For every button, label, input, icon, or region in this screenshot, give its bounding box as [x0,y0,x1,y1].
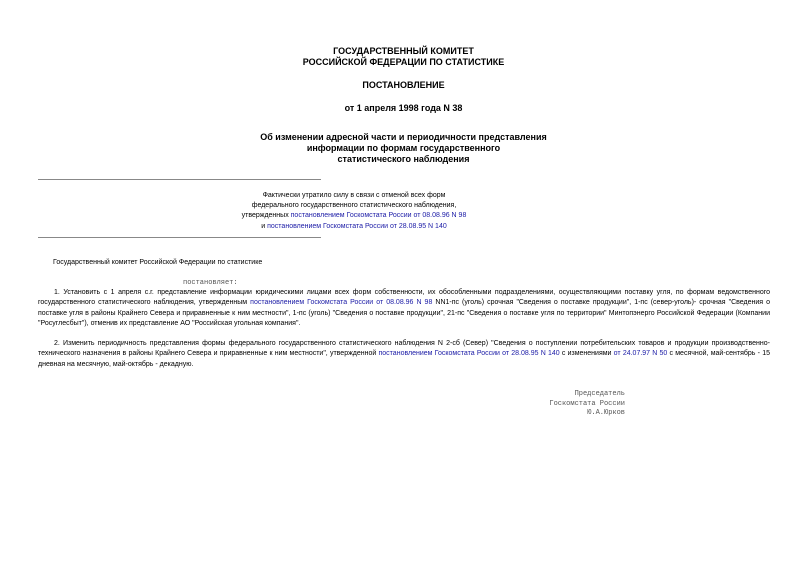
document-title-line2: информации по формам государственного [306,143,501,153]
paragraph-2 [38,339,770,370]
document-type: ПОСТАНОВЛЕНИЕ [362,80,445,90]
status-note-line3 [100,211,608,221]
signature-title: Председатель [574,390,625,398]
signature-org: Госкомстата России [549,399,625,408]
org-name-line2: РОССИЙСКОЙ ФЕДЕРАЦИИ ПО СТАТИСТИКЕ [302,57,505,67]
paragraph-1 [38,288,770,329]
paragraph-1-text-a: 1. Установить с 1 апреля с.г. представление информации юридическими лицами всех форм собственности, их обособленными подразделениями, осуществляющими поставку угля, по формам ведомственного государственного статистического наблюдения, утвержденным [38,289,770,307]
paragraph-2-text-a: 2. Изменить периодичность представления формы федерального государственного статистического наблюдения N 2-сб (Север) "Сведения о поступлении потребительских товаров и продукции производственно-технического назначения в районы Крайнего Севера и приравненные к ним местности", утвержденной [38,340,770,358]
status-note-line3-prefix: утвержденных [241,212,291,220]
paragraph-2-text-b: с изменениями [559,350,614,358]
paragraph-2-text-c: с месячной, май-сентябрь - 15 дневная на месячную, май-октябрь - декадную. [38,350,770,368]
status-note-line2: федерального государственного статистического наблюдения, [251,202,457,210]
status-note-line4 [100,222,608,232]
org-name-line1: ГОСУДАРСТВЕННЫЙ КОМИТЕТ [333,46,474,56]
link-p2-amendment-50[interactable]: от 24.07.97 N 50 [613,350,668,358]
paragraph-1-text-b: NN1-пс (уголь) срочная "Сведения о поставке продукции", 1-пс (север-уголь)- срочная "Сведения о поставке угля в районы Крайнего Севера и приравненные к ним местности", 1-пс (уголь) "Сведения о поставке продукции", 21-пс "Сведения о поставке угля по территории" Минтопэнерго Российской Федерации (Компании "Росуглесбыт"), отменив их представление АО "Российская угольная компания". [38,299,771,327]
decree-word: постановляет: [183,279,238,287]
divider-bottom [38,237,321,238]
status-note [100,191,608,232]
status-note-line4-prefix: и [261,222,268,230]
signature-block [520,390,625,419]
signature-name: Ю.А.Юрков [587,409,625,417]
link-decree-98[interactable]: постановлением Госкомстата России от 08.08.96 N 98 [290,212,467,220]
issuer-line: Государственный комитет Российской Федерации по статистике [53,259,263,266]
divider-top [38,179,321,180]
document-title-line3: статистического наблюдения [337,154,470,164]
link-p2-decree-140[interactable]: постановлением Госкомстата России от 28.08.95 N 140 [378,350,560,358]
link-p1-decree-98[interactable]: постановлением Госкомстата России от 08.08.96 N 98 [250,299,433,307]
link-decree-140[interactable]: постановлением Госкомстата России от 28.08.95 N 140 [267,222,447,230]
document-title-line1: Об изменении адресной части и периодичности представления [260,132,547,142]
document-date-number: от 1 апреля 1998 года N 38 [344,103,463,113]
status-note-line1: Фактически утратило силу в связи с отменой всех форм [262,192,446,199]
